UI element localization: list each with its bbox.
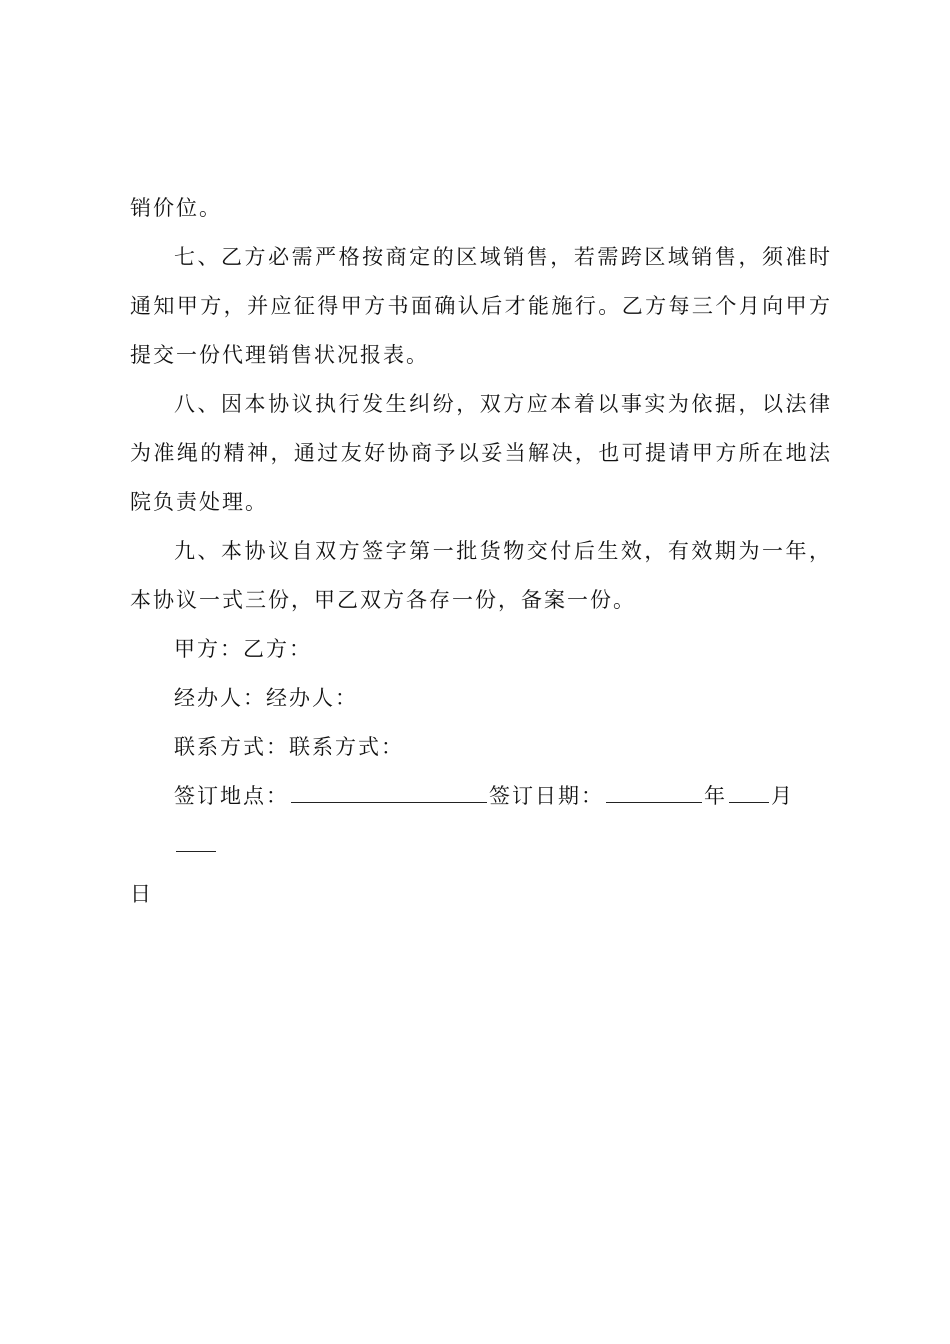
contact-line: 联系方式：联系方式：	[174, 735, 404, 759]
month-char: 月	[771, 784, 794, 808]
day-char: 日	[130, 882, 153, 906]
agent-line: 经办人：经办人：	[174, 686, 358, 710]
signing-date-label: 签订日期：	[489, 784, 604, 808]
clause-8: 八、因本协议执行发生纠纷，双方应本着以事实为依据，以法律为准绳的精神，通过友好协商予以妥当解决，也可提请甲方所在地法院负责处理。	[130, 392, 832, 514]
year-blank	[606, 780, 702, 803]
year-char: 年	[704, 784, 727, 808]
signing-place-date-line	[130, 772, 832, 919]
signing-place-blank	[291, 780, 487, 803]
clause-9: 九、本协议自双方签字第一批货物交付后生效，有效期为一年，本协议一式三份，甲乙双方各存一份，备案一份。	[130, 539, 832, 612]
day-blank	[176, 829, 216, 852]
month-blank	[729, 780, 769, 803]
document-body	[130, 184, 832, 919]
clause-7: 七、乙方必需严格按商定的区域销售，若需跨区域销售，须准时通知甲方，并应征得甲方书面确认后才能施行。乙方每三个月向甲方提交一份代理销售状况报表。	[130, 245, 832, 367]
signing-place-label: 签订地点：	[174, 784, 289, 808]
party-line: 甲方：乙方：	[174, 637, 312, 661]
paragraph-continuation: 销价位。	[130, 196, 222, 220]
